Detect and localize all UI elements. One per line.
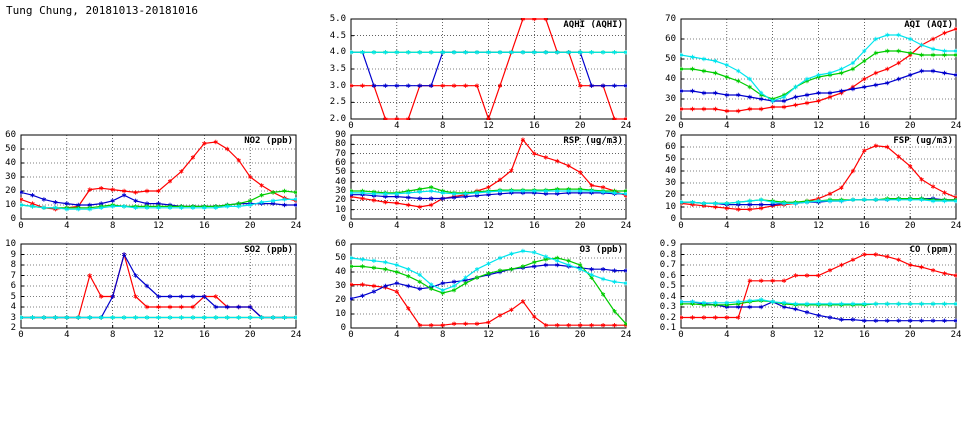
x-tick-label: 16	[528, 221, 540, 231]
y-tick-label: 20	[665, 190, 676, 200]
y-tick-label: 20	[5, 186, 16, 196]
x-tick-label: 16	[858, 330, 870, 340]
y-tick-label: 5.0	[329, 14, 346, 24]
x-tick-label: 12	[813, 330, 824, 340]
y-tick-label: 0.6	[659, 270, 676, 281]
y-tick-label: 10	[335, 309, 346, 319]
y-tick-label: 40	[665, 166, 676, 176]
y-tick-label: 7	[10, 270, 16, 281]
y-tick-label: 40	[335, 267, 346, 277]
x-tick-label: 8	[109, 330, 116, 340]
chart-title-rsp: RSP (ug/m3)	[563, 136, 623, 146]
x-tick-label: 4	[64, 330, 70, 340]
y-tick-label: 0.5	[659, 281, 676, 291]
y-tick-label: 60	[665, 34, 676, 44]
chart-title-no2: NO2 (ppb)	[244, 136, 293, 146]
x-tick-label: 24	[620, 221, 632, 231]
chart-panel-aqi	[665, 14, 962, 131]
x-tick-label: 4	[394, 221, 400, 231]
x-tick-label: 4	[724, 121, 730, 131]
x-tick-label: 8	[769, 221, 776, 231]
y-tick-label: 60	[5, 130, 16, 140]
x-tick-label: 0	[348, 121, 354, 131]
y-tick-label: 3.0	[329, 80, 346, 91]
y-tick-label: 60	[335, 239, 346, 249]
x-tick-label: 16	[528, 121, 540, 131]
y-tick-label: 50	[335, 253, 346, 263]
chart-canvas-so2	[20, 243, 297, 329]
chart-canvas-rsp	[350, 134, 627, 220]
y-tick-label: 2.0	[329, 114, 346, 124]
chart-title-fsp: FSP (ug/m3)	[893, 136, 953, 146]
y-tick-label: 20	[335, 195, 346, 206]
y-tick-label: 0.4	[659, 291, 676, 302]
chart-canvas-fsp	[680, 134, 957, 220]
chart-canvas-o3	[350, 243, 627, 329]
chart-canvas-aqi	[680, 18, 957, 120]
y-tick-label: 10	[335, 204, 346, 215]
y-tick-label: 40	[665, 74, 676, 84]
y-tick-label: 5	[10, 291, 16, 302]
x-tick-label: 24	[620, 121, 632, 131]
chart-title-aqhi: AQHI (AQHI)	[563, 20, 623, 30]
x-tick-label: 20	[244, 221, 256, 231]
x-tick-label: 0	[678, 221, 684, 231]
x-tick-label: 12	[153, 330, 164, 340]
chart-panel-co	[659, 239, 962, 340]
x-tick-label: 4	[64, 221, 70, 231]
y-tick-label: 20	[665, 114, 676, 124]
x-tick-label: 8	[439, 221, 446, 231]
chart-panel-so2	[5, 239, 302, 340]
x-tick-label: 20	[904, 330, 916, 340]
chart-panel-rsp	[335, 130, 632, 231]
y-tick-label: 0.1	[659, 323, 676, 333]
y-tick-label: 10	[665, 202, 676, 212]
y-tick-label: 70	[665, 130, 676, 140]
y-tick-label: 30	[5, 172, 16, 182]
y-tick-label: 0	[340, 214, 346, 224]
y-tick-label: 70	[335, 148, 346, 159]
y-tick-label: 4	[10, 302, 16, 312]
x-tick-label: 4	[394, 330, 400, 340]
x-tick-label: 16	[198, 221, 210, 231]
y-tick-label: 80	[335, 139, 346, 150]
chart-title-so2: SO2 (ppb)	[244, 245, 293, 255]
x-tick-label: 8	[109, 221, 116, 231]
x-tick-label: 16	[528, 330, 540, 340]
x-tick-label: 20	[574, 330, 586, 340]
chart-title-aqi: AQI (AQI)	[904, 20, 953, 30]
chart-panel-no2	[5, 130, 302, 231]
x-tick-label: 0	[348, 330, 354, 340]
y-tick-label: 2	[10, 323, 16, 333]
x-tick-label: 0	[18, 330, 24, 340]
x-tick-label: 8	[769, 330, 776, 340]
x-tick-label: 20	[574, 121, 586, 131]
y-tick-label: 50	[5, 144, 16, 154]
y-tick-label: 60	[665, 142, 676, 152]
x-tick-label: 8	[439, 121, 446, 131]
x-tick-label: 24	[950, 330, 962, 340]
x-tick-label: 0	[678, 330, 684, 340]
chart-panel-fsp	[665, 130, 962, 231]
x-tick-label: 4	[724, 330, 730, 340]
y-tick-label: 0.2	[659, 312, 676, 323]
x-tick-label: 12	[813, 121, 824, 131]
y-tick-label: 70	[665, 14, 676, 24]
x-tick-label: 12	[483, 330, 494, 340]
y-tick-label: 0.9	[659, 239, 676, 249]
y-tick-label: 2.5	[329, 97, 346, 108]
x-tick-label: 24	[950, 121, 962, 131]
x-tick-label: 20	[904, 121, 916, 131]
x-tick-label: 20	[574, 221, 586, 231]
chart-title-co: CO (ppm)	[909, 245, 953, 255]
y-tick-label: 0	[10, 214, 16, 224]
y-tick-label: 10	[5, 239, 16, 249]
y-tick-label: 0	[670, 214, 676, 224]
x-tick-label: 0	[18, 221, 24, 231]
chart-title-o3: O3 (ppb)	[579, 245, 623, 255]
x-tick-label: 24	[620, 330, 632, 340]
y-tick-label: 30	[335, 281, 346, 291]
y-tick-label: 20	[335, 295, 346, 305]
y-tick-label: 0	[340, 323, 346, 333]
x-tick-label: 4	[394, 121, 400, 131]
chart-canvas-aqhi	[350, 18, 627, 120]
chart-canvas-co	[680, 243, 957, 329]
y-tick-label: 9	[10, 249, 16, 260]
x-tick-label: 16	[858, 221, 870, 231]
y-tick-label: 40	[5, 158, 16, 168]
x-tick-label: 0	[348, 221, 354, 231]
y-tick-label: 30	[665, 94, 676, 104]
x-tick-label: 24	[290, 221, 302, 231]
x-tick-label: 8	[439, 330, 446, 340]
x-tick-label: 8	[769, 121, 776, 131]
x-tick-label: 12	[153, 221, 164, 231]
y-tick-label: 0.7	[659, 260, 676, 270]
x-tick-label: 12	[813, 221, 824, 231]
y-tick-label: 50	[665, 54, 676, 64]
x-tick-label: 4	[724, 221, 730, 231]
y-tick-label: 6	[10, 281, 16, 291]
y-tick-label: 50	[665, 154, 676, 164]
chart-canvas-no2	[20, 134, 297, 220]
x-tick-label: 16	[858, 121, 870, 131]
y-tick-label: 50	[335, 167, 346, 178]
x-tick-label: 20	[904, 221, 916, 231]
x-tick-label: 12	[483, 221, 494, 231]
y-tick-label: 4.5	[329, 30, 346, 41]
y-tick-label: 8	[10, 260, 16, 270]
y-tick-label: 30	[665, 178, 676, 188]
chart-panel-aqhi	[329, 14, 632, 131]
x-tick-label: 16	[198, 330, 210, 340]
x-tick-label: 20	[244, 330, 256, 340]
x-tick-label: 24	[290, 330, 302, 340]
y-tick-label: 4.0	[329, 47, 346, 58]
chart-panel-o3	[335, 239, 632, 340]
y-tick-label: 10	[5, 200, 16, 210]
x-tick-label: 0	[678, 121, 684, 131]
y-tick-label: 0.3	[659, 302, 676, 312]
x-tick-label: 24	[950, 221, 962, 231]
page-title: Tung Chung, 20181013-20181016	[6, 4, 199, 17]
y-tick-label: 3	[10, 312, 16, 323]
y-tick-label: 0.8	[659, 249, 676, 260]
y-tick-label: 40	[335, 176, 346, 187]
y-tick-label: 30	[335, 186, 346, 196]
y-tick-label: 60	[335, 158, 346, 168]
y-tick-label: 90	[335, 130, 346, 140]
x-tick-label: 12	[483, 121, 494, 131]
y-tick-label: 3.5	[329, 64, 346, 74]
